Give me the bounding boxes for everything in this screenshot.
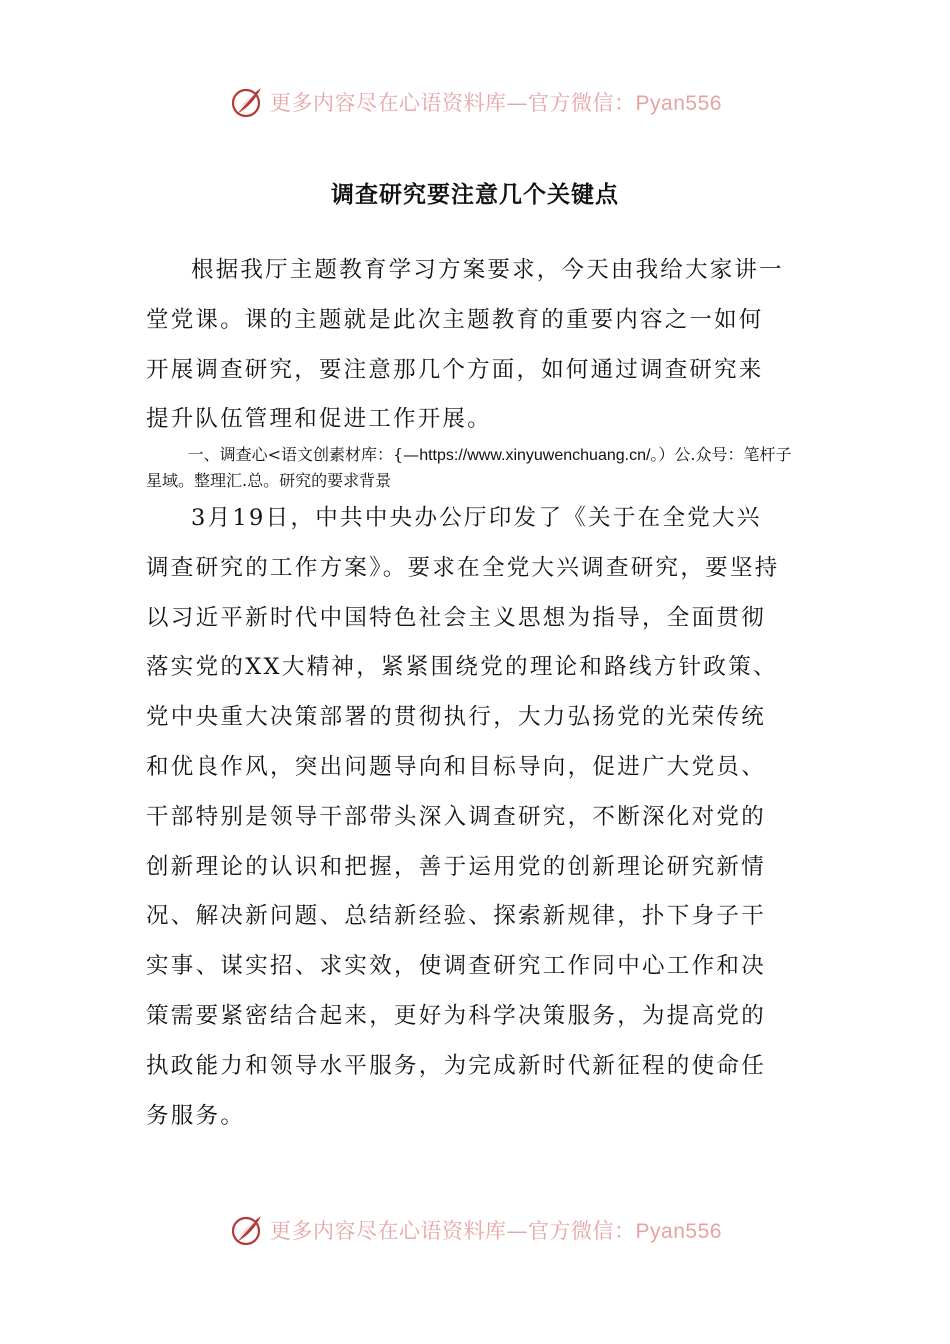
document-title: 调查研究要注意几个关键点 bbox=[331, 182, 619, 208]
wechat-id: Pyan556 bbox=[635, 1220, 722, 1243]
section-heading-watermark: 一、调查心<语文创素材库：{—https://www.xinyuwenchuang.cn/。）公.众号：笔杆子星域。整理汇.总。研究的要求背景 bbox=[146, 445, 792, 490]
quill-pen-logo-icon bbox=[228, 1212, 264, 1248]
quill-pen-logo-icon bbox=[228, 84, 264, 120]
banner-text: 更多内容尽在心语资料库—官方微信：Pyan556 bbox=[270, 91, 722, 115]
header-banner bbox=[0, 82, 950, 122]
banner-text: 更多内容尽在心语资料库—官方微信：Pyan556 bbox=[270, 1219, 722, 1243]
paragraph-background: 3月19日，中共中央办公厅印发了《关于在全党大兴调查研究的工作方案》。要求在全党大兴调查研究，要坚持以习近平新时代中国特色社会主义思想为指导，全面贯彻落实党的XX大精神，紧紧围绕党的理论和路线方针政策、党中央重大决策部署的贯彻执行，大力弘扬党的光荣传统和优良作风，突出问题导向和目标导向，促进广大党员、干部特别是领导干部带头深入调查研究，不断深化对党的创新理论的认识和把握，善于运用党的创新理论研究新情况、解决新问题、总结新经验、探索新规律，扑下身子干实事、谋实招、求实效，使调查研究工作同中心工作和决策需要紧密结合起来，更好为科学决策服务，为提高党的执政能力和领导水平服务，为完成新时代新征程的使命任务服务。 bbox=[146, 505, 780, 1129]
wechat-id: Pyan556 bbox=[635, 92, 722, 115]
footer-banner bbox=[0, 1210, 950, 1250]
watermark-url: https://www.xinyuwenchuang.cn/ bbox=[419, 447, 651, 464]
paragraph-intro: 根据我厅主题教育学习方案要求，今天由我给大家讲一堂党课。课的主题就是此次主题教育的重要内容之一如何开展调查研究，要注意那几个方面，如何通过调查研究来提升队伍管理和促进工作开展。 bbox=[146, 257, 784, 433]
